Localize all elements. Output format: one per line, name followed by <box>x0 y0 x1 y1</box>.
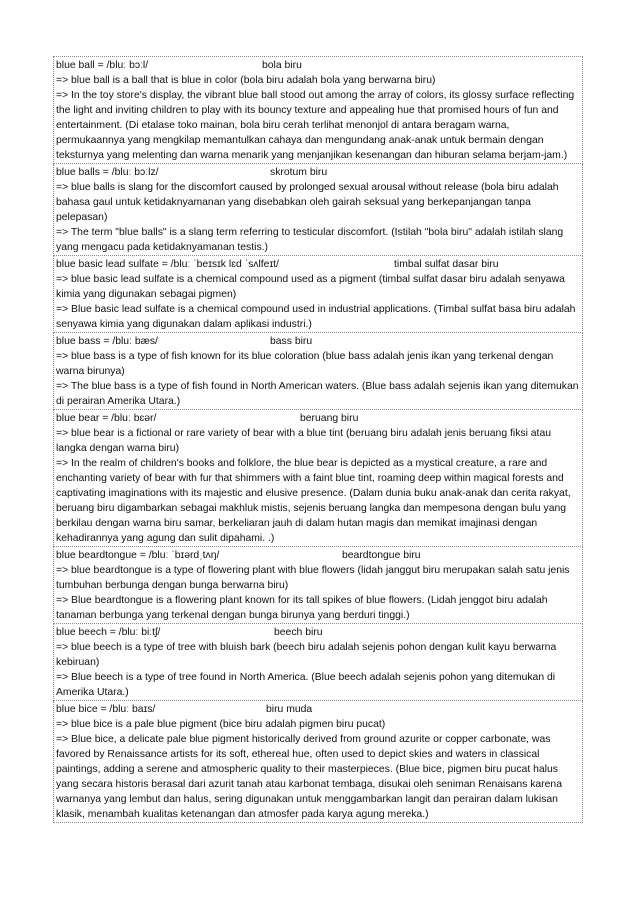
gloss: timbal sulfat dasar biru <box>394 259 499 270</box>
definition-line: => blue bass is a type of fish known for its blue coloration (blue bass adalah jenis ikan yang terkenal dengan warna birunya) <box>56 351 554 377</box>
headword: blue basic lead sulfate = /bluː ˈbeɪsɪk lɛd ˈsʌlfeɪt/ <box>56 259 279 270</box>
example-line: => Blue beardtongue is a flowering plant known for its tall spikes of blue flowers. (Lidah jenggot biru adalah tanaman berbunga yang terkenal dengan bunga birunya yang berduri tinggi.) <box>56 595 548 621</box>
definition-line: => blue basic lead sulfate is a chemical compound used as a pigment (timbal sulfat dasar biru adalah senyawa kimia yang digunakan sebagai pigmen) <box>56 274 565 300</box>
headword-line <box>56 411 580 426</box>
headword-line <box>56 165 580 180</box>
example-line: => In the toy store's display, the vibrant blue ball stood out among the array of colors, its glossy surface reflecting the light and inviting children to play with its bouncy texture and appealing hue that promised hours of fun and entertainment. (Di etalase toko mainan, bola biru cerah terlihat menonjol di antara beragam warna, permukaannya yang mengkilap memantulkan cahaya dan mengundang anak-anak untuk bermain dengan teksturnya yang melenting dan warna menarik yang menjanjikan kesenangan dan hiburan selama berjam-jam.) <box>56 90 575 161</box>
dictionary-entry <box>53 56 583 164</box>
dictionary-entry <box>53 624 583 701</box>
headword-line <box>56 334 580 349</box>
dictionary-entry <box>53 547 583 624</box>
gloss: bass biru <box>270 336 313 347</box>
example-line: => Blue basic lead sulfate is a chemical compound used in industrial applications. (Timbal sulfat basa biru adalah senyawa kimia yang digunakan dalam aplikasi industri.) <box>56 304 576 330</box>
example-line: => In the realm of children's books and folklore, the blue bear is depicted as a mystical creature, a rare and enchanting variety of bear with fur that shimmers with a faint blue tint, roaming deep within magical forests and captivating imaginations with its majestic and elusive presence. (Dalam dunia buku anak-anak dan cerita rakyat, beruang biru digambarkan sebagai makhluk mistis, sejenis beruang langka dan mempesona dengan bulu yang berkilau dengan warna biru samar, berkeliaran jauh di dalam hutan magis dan memikat imajinasi dengan kehadirannya yang agung dan sulit dipahami. .) <box>56 458 571 544</box>
headword-line <box>56 702 580 717</box>
headword: blue balls = /bluː bɔːlz/ <box>56 167 159 178</box>
definition-line: => blue bear is a fictional or rare variety of bear with a blue tint (beruang biru adalah jenis beruang fiksi atau langka dengan warna biru) <box>56 428 552 454</box>
dictionary-entry <box>53 410 583 547</box>
gloss: bola biru <box>262 60 302 71</box>
headword-line <box>56 58 580 73</box>
definition-line: => blue ball is a ball that is blue in color (bola biru adalah bola yang berwarna biru) <box>56 75 436 86</box>
definition-line: => blue beardtongue is a type of flowering plant with blue flowers (lidah janggut biru merupakan salah satu jenis tumbuhan berbunga dengan bunga berwarna biru) <box>56 565 570 591</box>
headword: blue ball = /bluː bɔːl/ <box>56 60 149 71</box>
headword-line <box>56 625 580 640</box>
gloss: biru muda <box>266 704 313 715</box>
gloss: beech biru <box>274 627 323 638</box>
headword: blue beardtongue = /bluː ˈbɪərdˌtʌŋ/ <box>56 550 220 561</box>
definition-line: => blue bice is a pale blue pigment (bice biru adalah pigmen biru pucat) <box>56 719 386 730</box>
dictionary-page <box>53 56 583 823</box>
example-line: => Blue bice, a delicate pale blue pigment historically derived from ground azurite or copper carbonate, was favored by Renaissance artists for its soft, ethereal hue, often used to depict skies and waters in classical paintings, adding a serene and atmospheric quality to their masterpieces. (Blue bice, pigmen biru pucat halus yang secara historis berasal dari azurit tanah atau karbonat tembaga, disukai oleh seniman Renaisans karena warnanya yang lembut dan halus, sering digunakan untuk menggambarkan langit dan perairan dalam lukisan klasik, menambah kualitas ketenangan dan atmosfer pada karya agung mereka.) <box>56 734 562 820</box>
dictionary-entry <box>53 256 583 333</box>
example-line: => The blue bass is a type of fish found in North American waters. (Blue bass adalah sejenis ikan yang ditemukan di perairan Amerika Utara.) <box>56 381 579 407</box>
example-line: => Blue beech is a type of tree found in North America. (Blue beech adalah sejenis pohon yang ditemukan di Amerika Utara.) <box>56 672 556 698</box>
gloss: beruang biru <box>300 413 359 424</box>
dictionary-entry <box>53 701 583 823</box>
headword-line <box>56 257 580 272</box>
gloss: skrotum biru <box>270 167 328 178</box>
headword: blue beech = /bluː biːtʃ/ <box>56 627 161 638</box>
gloss: beardtongue biru <box>342 550 421 561</box>
headword-line <box>56 548 580 563</box>
dictionary-entry <box>53 333 583 410</box>
definition-line: => blue beech is a type of tree with bluish bark (beech biru adalah sejenis pohon dengan kulit kayu berwarna kebiruan) <box>56 642 557 668</box>
example-line: => The term "blue balls" is a slang term referring to testicular discomfort. (Istilah "bola biru" adalah istilah slang yang mengacu pada ketidaknyamanan testis.) <box>56 227 564 253</box>
dictionary-entry <box>53 164 583 256</box>
definition-line: => blue balls is slang for the discomfort caused by prolonged sexual arousal without release (bola biru adalah bahasa gaul untuk ketidaknyamanan yang disebabkan oleh gairah seksual yang berkepanjangan tanpa pelepasan) <box>56 182 559 223</box>
headword: blue bear = /bluː bɛər/ <box>56 413 157 424</box>
headword: blue bass = /bluː bæs/ <box>56 336 158 347</box>
headword: blue bice = /bluː baɪs/ <box>56 704 156 715</box>
